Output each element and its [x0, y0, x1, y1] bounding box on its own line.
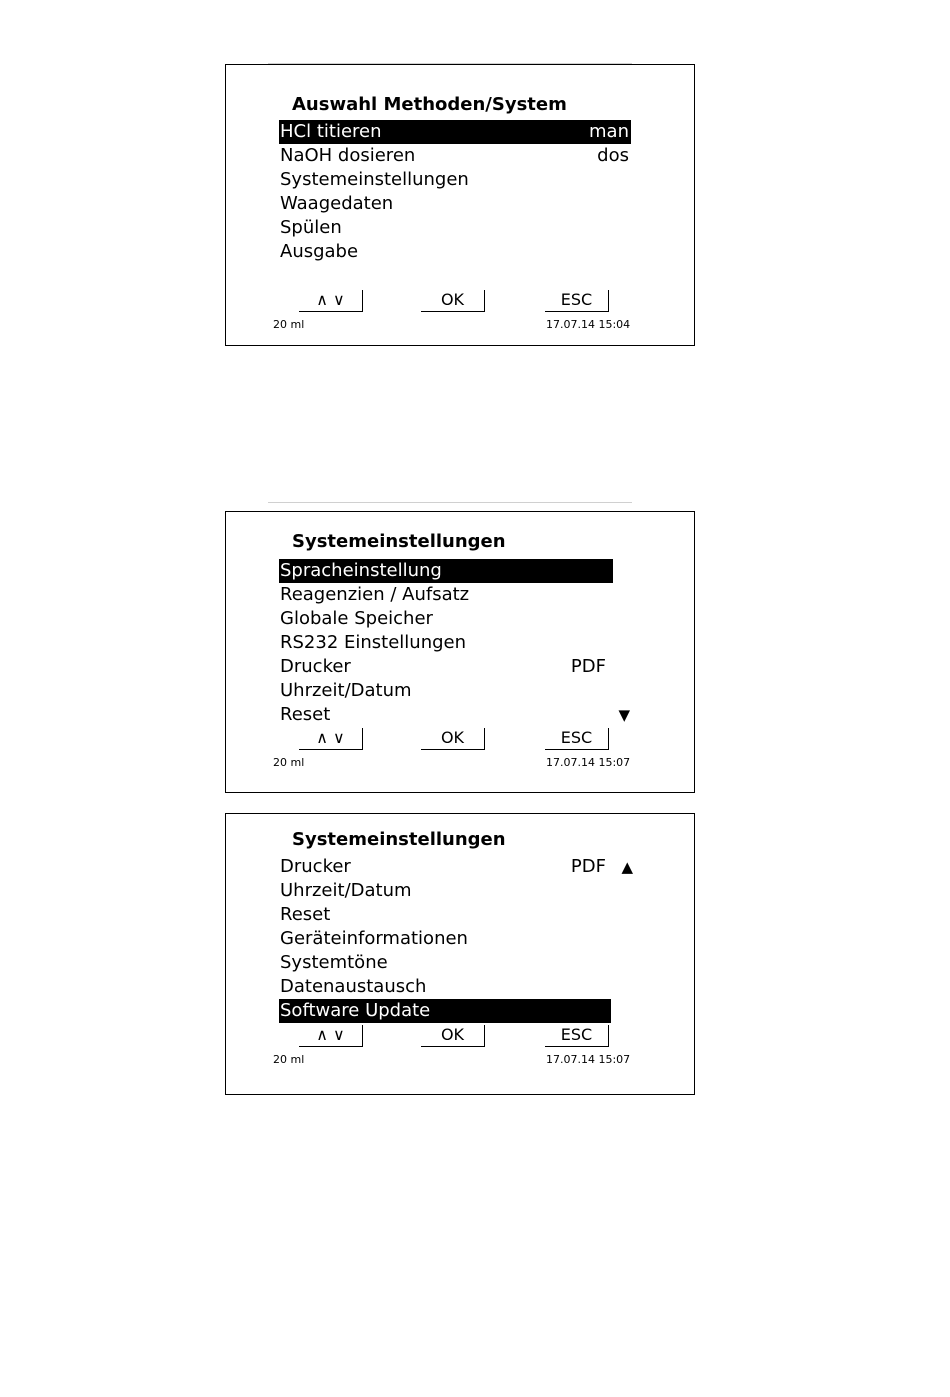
datetime-status: 17.07.14 15:04 — [546, 318, 631, 331]
menu-item-reset[interactable] — [279, 703, 666, 727]
esc-button[interactable]: ESC — [545, 290, 609, 312]
nav-up-down-button[interactable]: ∧ ∨ — [299, 728, 363, 750]
menu-item-spracheinstellung[interactable] — [279, 559, 613, 583]
menu-item-label: Spracheinstellung — [280, 560, 442, 581]
menu-item-label: Reset — [280, 904, 331, 925]
menu-item-rs232-einstellungen[interactable] — [279, 631, 666, 655]
menu-item-naoh-dosieren[interactable] — [279, 144, 631, 168]
menu-list — [279, 855, 666, 1023]
menu-item-label: NaOH dosieren — [280, 145, 416, 166]
menu-item-label: Spülen — [280, 217, 342, 238]
menu-item-value: man — [589, 121, 629, 142]
screen-title: Systemeinstellungen — [292, 531, 506, 552]
ok-button[interactable]: OK — [421, 1025, 485, 1047]
menu-item-spuelen[interactable] — [279, 216, 631, 240]
menu-item-label: RS232 Einstellungen — [280, 632, 467, 653]
menu-item-reagenzien-aufsatz[interactable] — [279, 583, 666, 607]
menu-item-reset[interactable] — [279, 903, 666, 927]
menu-item-value: PDF — [570, 856, 606, 877]
menu-item-systemtoene[interactable] — [279, 951, 666, 975]
menu-item-label: Systemtöne — [280, 952, 388, 973]
ok-button[interactable]: OK — [421, 290, 485, 312]
menu-item-waagedaten[interactable] — [279, 192, 631, 216]
menu-item-hcl-titieren[interactable] — [279, 120, 631, 144]
menu-list — [279, 559, 666, 727]
separator-line — [268, 502, 632, 503]
menu-item-label: Reagenzien / Aufsatz — [280, 584, 470, 605]
menu-item-label: HCl titieren — [280, 121, 382, 142]
menu-item-drucker[interactable] — [279, 655, 666, 679]
screen-system-settings-page1 — [225, 511, 695, 793]
menu-item-label: Drucker — [280, 856, 351, 877]
menu-item-uhrzeit-datum[interactable] — [279, 879, 666, 903]
menu-item-label: Software Update — [280, 1000, 431, 1021]
volume-status: 20 ml — [273, 1053, 305, 1066]
menu-item-label: Reset — [280, 704, 331, 725]
screen-method-selection — [225, 64, 695, 346]
screen-title: Auswahl Methoden/System — [292, 94, 567, 115]
nav-up-down-button[interactable]: ∧ ∨ — [299, 1025, 363, 1047]
menu-item-label: Waagedaten — [280, 193, 394, 214]
menu-item-ausgabe[interactable] — [279, 240, 631, 264]
menu-item-label: Geräteinformationen — [280, 928, 468, 949]
menu-item-label: Systemeinstellungen — [280, 169, 469, 190]
menu-list — [279, 120, 631, 264]
esc-button[interactable]: ESC — [545, 1025, 609, 1047]
menu-item-label: Datenaustausch — [280, 976, 427, 997]
menu-item-label: Drucker — [280, 656, 351, 677]
screen-title: Systemeinstellungen — [292, 829, 506, 850]
ok-button[interactable]: OK — [421, 728, 485, 750]
screen-system-settings-page2 — [225, 813, 695, 1095]
menu-item-globale-speicher[interactable] — [279, 607, 666, 631]
down-triangle-icon[interactable]: ▼ — [618, 706, 630, 724]
menu-item-datenaustausch[interactable] — [279, 975, 666, 999]
menu-item-label: Uhrzeit/Datum — [280, 680, 412, 701]
datetime-status: 17.07.14 15:07 — [546, 1053, 631, 1066]
datetime-status: 17.07.14 15:07 — [546, 756, 631, 769]
menu-item-label: Ausgabe — [280, 241, 359, 262]
menu-item-uhrzeit-datum[interactable] — [279, 679, 666, 703]
up-triangle-icon[interactable]: ▲ — [621, 858, 633, 876]
menu-item-drucker[interactable] — [279, 855, 666, 879]
esc-button[interactable]: ESC — [545, 728, 609, 750]
menu-item-value: dos — [597, 145, 629, 166]
nav-up-down-button[interactable]: ∧ ∨ — [299, 290, 363, 312]
menu-item-label: Uhrzeit/Datum — [280, 880, 412, 901]
menu-item-value: PDF — [570, 656, 606, 677]
menu-item-software-update[interactable] — [279, 999, 611, 1023]
menu-item-geraeteinformationen[interactable] — [279, 927, 666, 951]
volume-status: 20 ml — [273, 756, 305, 769]
menu-item-label: Globale Speicher — [280, 608, 433, 629]
volume-status: 20 ml — [273, 318, 305, 331]
menu-item-systemeinstellungen[interactable] — [279, 168, 631, 192]
